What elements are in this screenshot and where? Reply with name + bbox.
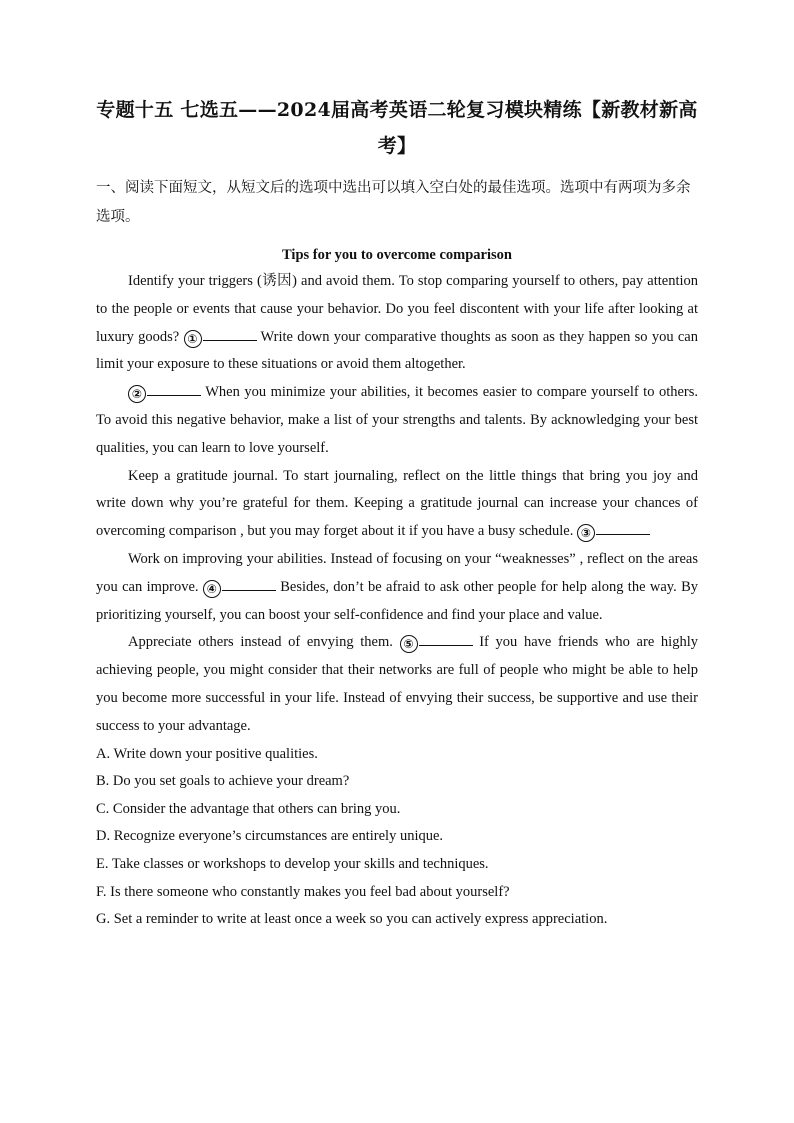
paragraph-text: Work on improving your abilities. Instead of focusing on your “weaknesses” , reflect on the areas you can improve.	[96, 550, 698, 595]
paragraph-text: Appreciate others instead of envying them.	[128, 634, 400, 651]
passage-paragraph-3	[96, 463, 698, 546]
blank-number: ①	[184, 330, 202, 348]
option-d: D. Recognize everyone’s circumstances are entirely unique.	[96, 828, 444, 845]
option-b: B. Do you set goals to achieve your dream?	[96, 773, 350, 790]
passage-paragraph-2	[96, 379, 698, 462]
blank-3	[577, 518, 650, 546]
blank-line	[419, 633, 473, 646]
passage-paragraph-1	[96, 268, 698, 379]
passage-title: Tips for you to overcome comparison	[282, 247, 512, 263]
blank-2	[128, 379, 201, 407]
paragraph-text: Identify your triggers (诱因) and avoid them. To stop comparing yourself to others, pay attention to the people or events that cause your behavior. Do you feel discontent with your life after looking at luxury goods?	[96, 273, 698, 345]
option-e: E. Take classes or workshops to develop your skills and techniques.	[96, 855, 489, 872]
blank-1	[184, 324, 257, 352]
document-title: 专题十五 七选五——2024届高考英语二轮复习模块精练【新教材新高考】	[96, 99, 698, 157]
blank-number: ②	[128, 385, 146, 403]
passage-paragraph-5	[96, 629, 698, 740]
instruction-text: 一、阅读下面短文，从短文后的选项中选出可以填入空白处的最佳选项。选项中有两项为多余选项。	[96, 180, 691, 225]
paragraph-text: When you minimize your abilities, it becomes easier to compare yourself to others. To avoid this negative behavior, make a list of your strengths and talents. By acknowledging your best qualities, you can learn to love yourself.	[96, 384, 698, 456]
blank-number: ③	[577, 524, 595, 542]
paragraph-text: If you have friends who are highly achieving people, you might consider that their networks are full of people who might be able to help you become more successful in your life. Instead of envying their success, be supportive and use their success to your advantage.	[96, 634, 698, 734]
blank-line	[596, 522, 650, 535]
option-f: F. Is there someone who constantly makes you feel bad about yourself?	[96, 883, 510, 900]
blank-number: ④	[203, 580, 221, 598]
option-a: A. Write down your positive qualities.	[96, 745, 318, 762]
paragraph-text: Write down your comparative thoughts as soon as they happen so you can limit your exposure to these situations or avoid them altogether.	[96, 328, 698, 373]
blank-number: ⑤	[400, 635, 418, 653]
blank-line	[203, 328, 257, 341]
paragraph-text: Keep a gratitude journal. To start journaling, reflect on the little things that bring you joy and write down why you’re grateful for them. Keeping a gratitude journal can increase your chances of overcoming comparison , but you may forget about it if you have a busy schedule.	[96, 467, 698, 540]
blank-line	[147, 383, 201, 396]
option-g: G. Set a reminder to write at least once a week so you can actively express appreciation.	[96, 911, 608, 928]
option-c: C. Consider the advantage that others can bring you.	[96, 800, 401, 817]
blank-line	[222, 578, 276, 591]
passage-paragraph-4	[96, 546, 698, 629]
answer-options	[96, 741, 698, 934]
paragraph-text: Besides, don’t be afraid to ask other people for help along the way. By prioritizing yourself, you can boost your self-confidence and find your place and value.	[96, 578, 698, 623]
blank-4	[203, 574, 276, 602]
document-page	[96, 0, 698, 934]
blank-5	[400, 629, 473, 657]
